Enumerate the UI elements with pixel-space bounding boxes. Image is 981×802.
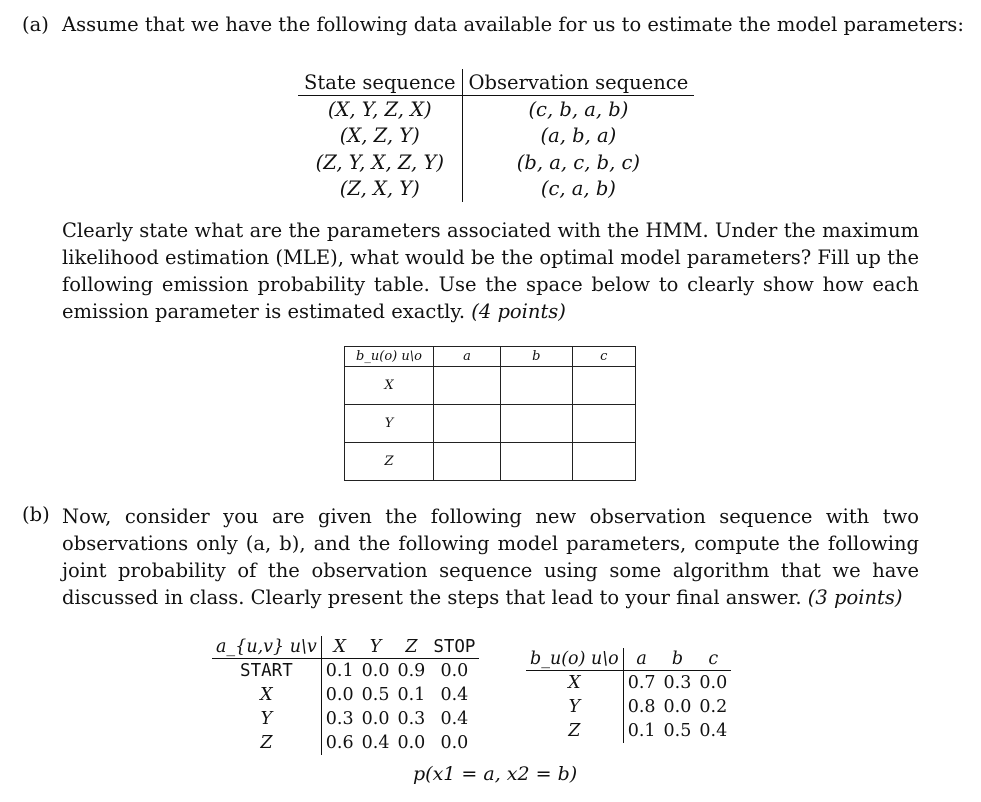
part-a-points: (4 points) (471, 300, 566, 323)
transition-col: Z (393, 636, 429, 659)
transition-value: 0.0 (361, 661, 390, 681)
part-a-intro: Assume that we have the following data available for us to estimate the model parameters: (62, 13, 964, 36)
answer-cell[interactable] (501, 443, 572, 481)
emission-col: c (695, 648, 731, 671)
part-a-body: Clearly state what are the parameters associated with the HMM. Under the maximum likelihood estimation (MLE), what would be the optimal model parameters? Fill up the following emission probability table. Use the space below to clearly show how each emission parameter is estimated exactly. (62, 219, 919, 323)
table-row (298, 123, 694, 150)
emission-table (526, 648, 731, 743)
transition-value: 0.4 (440, 709, 469, 729)
emission-value: 0.4 (699, 721, 728, 741)
state-seq-cell: (Z, Y, X, Z, Y) (298, 149, 462, 176)
obs-seq-cell: (c, b, a, b) (528, 97, 629, 121)
emission-corner: b_u(o) u\o (526, 648, 623, 671)
transition-value: 0.0 (440, 733, 469, 753)
state-seq-cell: (X, Y, Z, X) (298, 96, 462, 123)
answer-cell[interactable] (434, 443, 501, 481)
emission-row-label: X (526, 671, 623, 696)
sequence-table (298, 69, 694, 202)
state-seq-header: State sequence (298, 69, 462, 96)
emission-value: 0.1 (627, 721, 656, 741)
emission-grid-row-label: Y (345, 405, 434, 443)
emission-grid-row-label: X (345, 367, 434, 405)
part-b-body: Now, consider you are given the following new observation sequence with two observations only (a, b), and the following model parameters, compute the following joint probability of the observation sequence using some algorithm that we have discussed in class. Clearly present the steps that lead to your final answer. (62, 505, 919, 609)
answer-cell[interactable] (501, 367, 572, 405)
emission-value: 0.3 (663, 673, 692, 693)
table-row (298, 149, 694, 176)
emission-value: 0.0 (699, 673, 728, 693)
table-row (212, 731, 479, 755)
transition-value: 0.3 (325, 709, 354, 729)
emission-value: 0.0 (663, 697, 692, 717)
transition-value: 0.0 (325, 685, 354, 705)
emission-grid-col: b (501, 347, 572, 367)
transition-value: 0.4 (361, 733, 390, 753)
transition-corner: a_{u,v} u\v (212, 636, 321, 659)
state-seq-cell: (X, Z, Y) (298, 123, 462, 150)
table-row (345, 443, 636, 481)
table-row (345, 405, 636, 443)
answer-cell[interactable] (572, 367, 635, 405)
part-a-label: (a) (22, 13, 49, 36)
emission-grid-col: c (572, 347, 635, 367)
obs-seq-cell: (b, a, c, b, c) (516, 150, 641, 174)
emission-grid-corner: b_u(o) u\o (345, 347, 434, 367)
answer-cell[interactable] (572, 405, 635, 443)
answer-cell[interactable] (572, 443, 635, 481)
answer-cell[interactable] (501, 405, 572, 443)
emission-fill-table (344, 346, 636, 481)
transition-value: 0.0 (440, 661, 469, 681)
part-b-points: (3 points) (807, 586, 903, 609)
part-b-label: (b) (22, 503, 50, 526)
transition-value: 0.0 (361, 709, 390, 729)
answer-cell[interactable] (434, 405, 501, 443)
transition-value: 0.5 (361, 685, 390, 705)
emission-col: a (623, 648, 659, 671)
transition-table (212, 636, 479, 755)
emission-value: 0.8 (627, 697, 656, 717)
transition-value: 0.3 (397, 709, 426, 729)
transition-col: X (321, 636, 357, 659)
answer-cell[interactable] (434, 367, 501, 405)
emission-grid-row-label: Z (345, 443, 434, 481)
transition-value: 0.6 (325, 733, 354, 753)
emission-value: 0.2 (699, 697, 728, 717)
emission-row-label: Y (526, 695, 623, 719)
table-row (526, 671, 731, 696)
state-seq-cell: (Z, X, Y) (298, 176, 462, 203)
part-a-question (62, 217, 919, 325)
table-row (526, 695, 731, 719)
emission-grid-col: a (434, 347, 501, 367)
table-row (526, 719, 731, 743)
transition-row-label: Z (212, 731, 321, 755)
obs-seq-cell: (a, b, a) (540, 124, 617, 148)
transition-value: 0.4 (440, 685, 469, 705)
emission-value: 0.7 (627, 673, 656, 693)
obs-seq-header: Observation sequence (462, 69, 694, 96)
part-b-question (62, 503, 919, 611)
transition-value: 0.1 (325, 661, 354, 681)
transition-col: STOP (429, 636, 479, 659)
table-row (298, 96, 694, 123)
transition-value: 0.0 (397, 733, 426, 753)
transition-row-label: START (212, 659, 321, 684)
transition-value: 0.1 (397, 685, 426, 705)
table-row (298, 176, 694, 203)
transition-row-label: X (212, 683, 321, 707)
transition-value: 0.9 (397, 661, 426, 681)
emission-value: 0.5 (663, 721, 692, 741)
table-row (212, 707, 479, 731)
emission-row-label: Z (526, 719, 623, 743)
obs-seq-cell: (c, a, b) (540, 177, 616, 201)
table-row (212, 659, 479, 684)
transition-col: Y (358, 636, 394, 659)
table-row (212, 683, 479, 707)
transition-row-label: Y (212, 707, 321, 731)
query-expression: p(x1 = a, x2 = b) (413, 763, 578, 785)
table-row (345, 367, 636, 405)
emission-col: b (660, 648, 696, 671)
